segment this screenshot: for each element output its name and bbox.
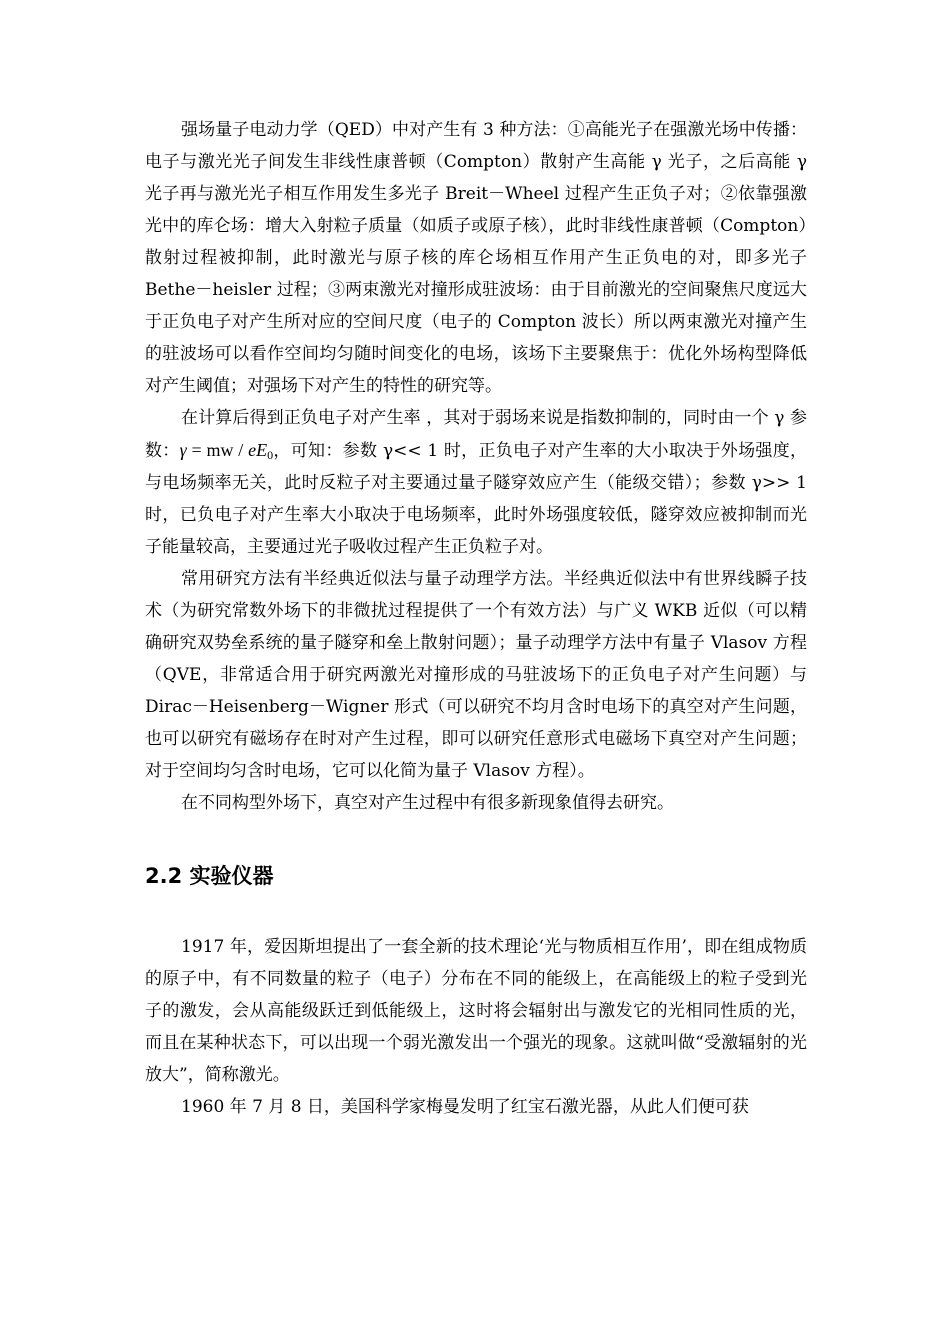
section-heading: 2.2 实验仪器 [145,864,274,888]
gamma-paragraph-text-before: 在计算后得到正负电子对产生率 ，其对于弱场来说是指数抑制的，同时由一个 γ 参数： [145,408,807,461]
paragraph-ruby-laser: 1960 年 7 月 8 日，美国科学家梅曼发明了红宝石激光器，从此人们便可获 [181,1097,749,1117]
gamma-formula [180,440,273,460]
paragraph-gamma-parameter [145,402,807,563]
document-page [145,114,807,1123]
paragraph-einstein-laser-theory: 1917 年，爱因斯坦提出了一套全新的技术理论‘光与物质相互作用’，即在组成物质的原子中，有不同数量的粒子（电子）分布在不同的能级上，在高能级上的粒子受到光子的激发，会从高能级跃迁到低能级上，这时将会辐射出与激发它的光相同性质的光，而且在某种状态下，可以出现一个弱光激发出一个强光的现象。这就叫做“受激辐射的光放大”，简称激光。 [145,937,807,1085]
formula-eE: eE [248,440,268,460]
paragraph-pair-production-methods: 强场量子电动力学（QED）中对产生有 3 种方法：①高能光子在强激光场中传播：电子与激光光子间发生非线性康普顿（Compton）散射产生高能 γ 光子，之后高能 γ 光子再与激光光子相互作用发生多光子 Breit－Wheel 过程产生正负子对；②依靠强激光中的库仑场：增大入射粒子质量（如质子或原子核），此时非线性康普顿（Compton）散射过程被抑制，此时激光与原子核的库仑场相互作用产生正负电的对，即多光子 Bethe－heisler 过程；③两束激光对撞形成驻波场：由于目前激光的空间聚焦尺度远大于正负电子对产生所对应的空间尺度（电子的 Compton 波长）所以两束激光对撞产生的驻波场可以看作空间均匀随时间变化的电场，该场下主要聚焦于：优化外场构型降低对产生阈值；对强场下对产生的特性的研究等。 [145,120,807,396]
formula-subscript: 0 [267,448,274,462]
paragraph-new-phenomena: 在不同构型外场下，真空对产生过程中有很多新现象值得去研究。 [181,793,674,813]
gamma-paragraph-text-after: ，可知：参数 γ<< 1 时，正负电子对产生率的大小取决于外场强度，与电场频率无关，此时反粒子对主要通过量子隧穿效应产生（能级交错）；参数 γ>> 1 时，已负电子对产生率大小取决于电场频率，此时外场强度较低，隧穿效应被抑制而光子能量较高，主要通过光子吸收过程产生正负粒子对。 [145,441,808,557]
paragraph-research-methods: 常用研究方法有半经典近似法与量子动理学方法。半经典近似法中有世界线瞬子技术（为研究常数外场下的非微扰过程提供了一个有效方法）与广义 WKB 近似（可以精确研究双势垒系统的量子隧穿和垒上散射问题）；量子动理学方法中有量子 Vlasov 方程（QVE，非常适合用于研究两激光对撞形成的马驻波场下的正负电子对产生问题）与 Dirac－Heisenberg－Wigner 形式（可以研究不均月含时电场下的真空对产生问题，也可以研究有磁场存在时对产生过程，即可以研究任意形式电磁场下真空对产生问题；对于空间均匀含时电场，它可以化简为量子 Vlasov 方程）。 [145,569,807,781]
formula-equals-part: = mw / [186,440,249,460]
formula-gamma-symbol: γ [179,440,187,460]
